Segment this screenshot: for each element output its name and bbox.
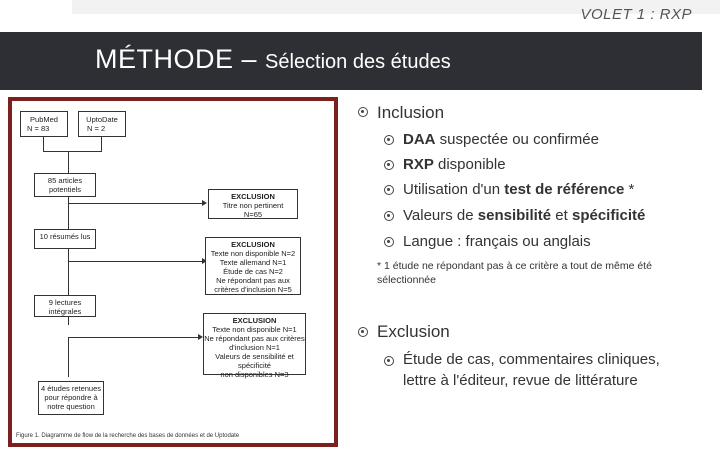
connector xyxy=(68,203,204,204)
connector xyxy=(101,137,102,151)
section-label: VOLET 1 : RXP xyxy=(580,6,692,23)
pubmed-count: N = 83 xyxy=(27,124,50,133)
bullet-icon xyxy=(384,185,394,195)
uptodate-name: UptoDate xyxy=(86,115,118,124)
exclusion-line: Ne répondant pas aux critères xyxy=(204,334,305,343)
exclusion-title: EXCLUSION xyxy=(231,240,275,249)
inclusion-item-4 xyxy=(403,207,645,224)
exclusion-heading: Exclusion xyxy=(377,322,450,341)
resumes-box: 10 résumés lus xyxy=(34,229,96,249)
title-main: MÉTHODE – xyxy=(95,44,266,74)
exclusion-item-line1: Étude de cas, commentaires cliniques, xyxy=(403,351,660,368)
title-sub: Sélection des études xyxy=(265,51,451,73)
exclusion-line: Valeurs de sensibilité et spécificité xyxy=(215,352,294,370)
inclusion-item-2 xyxy=(403,156,506,173)
retenues-box: 4 études retenues pour répondre à notre question xyxy=(38,381,104,415)
exclusion-line: Étude de cas N=2 xyxy=(223,267,283,276)
pubmed-name: PubMed xyxy=(30,115,58,124)
text: suspectée ou confirmée xyxy=(435,131,599,148)
connector xyxy=(43,151,102,152)
exclusion-line: Ne répondant pas aux xyxy=(216,276,290,285)
bold-text: sensibilité xyxy=(477,207,552,224)
exclusion-line: Texte non disponible N=2 xyxy=(210,249,296,258)
text: * xyxy=(624,181,635,198)
exclusion-line: N=65 xyxy=(243,210,263,219)
exclusion-line: Texte non disponible N=1 xyxy=(212,325,297,334)
exclusion-line: non disponibles N=3 xyxy=(220,370,289,379)
bullet-icon xyxy=(384,135,394,145)
bullet-icon xyxy=(384,356,394,366)
text: et xyxy=(551,207,572,224)
inclusion-heading: Inclusion xyxy=(377,103,445,122)
flowchart-figure xyxy=(8,97,338,447)
bullet-icon xyxy=(384,237,394,247)
arrow-right-icon xyxy=(202,200,207,206)
bold-text: spécificité xyxy=(571,207,646,224)
bold-text: DAA xyxy=(403,131,436,148)
inclusion-item-3 xyxy=(403,181,634,198)
bullet-icon xyxy=(358,327,368,337)
bullet-icon xyxy=(358,107,368,117)
text: Valeurs de xyxy=(403,207,478,224)
exclusion-line: Titre non pertinent xyxy=(222,201,284,210)
uptodate-box xyxy=(78,111,126,137)
exclusion-title: EXCLUSION xyxy=(232,316,277,325)
bullet-icon xyxy=(384,160,394,170)
exclusion-box-2 xyxy=(205,237,301,295)
exclusion-item-line2: lettre à l'éditeur, revue de littérature xyxy=(403,372,638,389)
figure-caption: Figure 1. Diagramme de flow de la recherche des bases de données et de Uptodate xyxy=(16,433,240,439)
exclusion-title: EXCLUSION xyxy=(231,192,275,201)
connector xyxy=(68,337,69,377)
inclusion-item-5: Langue : français ou anglais xyxy=(403,233,591,250)
inclusion-item-1 xyxy=(403,131,599,148)
lectures-box: 9 lectures intégrales xyxy=(34,295,96,317)
connector xyxy=(43,137,44,151)
exclusion-line: Texte allemand N=1 xyxy=(219,258,287,267)
connector xyxy=(68,337,200,338)
bold-text: RXP xyxy=(403,156,434,173)
connector xyxy=(68,261,204,262)
connector xyxy=(68,151,69,173)
text: disponible xyxy=(433,156,506,173)
pubmed-box xyxy=(20,111,68,137)
footnote: * 1 étude ne répondant pas à ce critère a tout de même été sélectionnée xyxy=(377,260,652,286)
bold-text: test de référence xyxy=(504,181,625,198)
exclusion-line: d'inclusion N=1 xyxy=(229,343,280,352)
exclusion-box-1 xyxy=(208,189,298,219)
exclusion-box-3 xyxy=(203,313,306,379)
articles-box: 85 articles potentiels xyxy=(34,173,96,197)
uptodate-count: N = 2 xyxy=(87,124,106,133)
exclusion-line: critères d'inclusion N=5 xyxy=(214,285,292,294)
bullet-icon xyxy=(384,211,394,221)
text: Utilisation d'un xyxy=(403,181,505,198)
slide-title xyxy=(95,44,451,75)
